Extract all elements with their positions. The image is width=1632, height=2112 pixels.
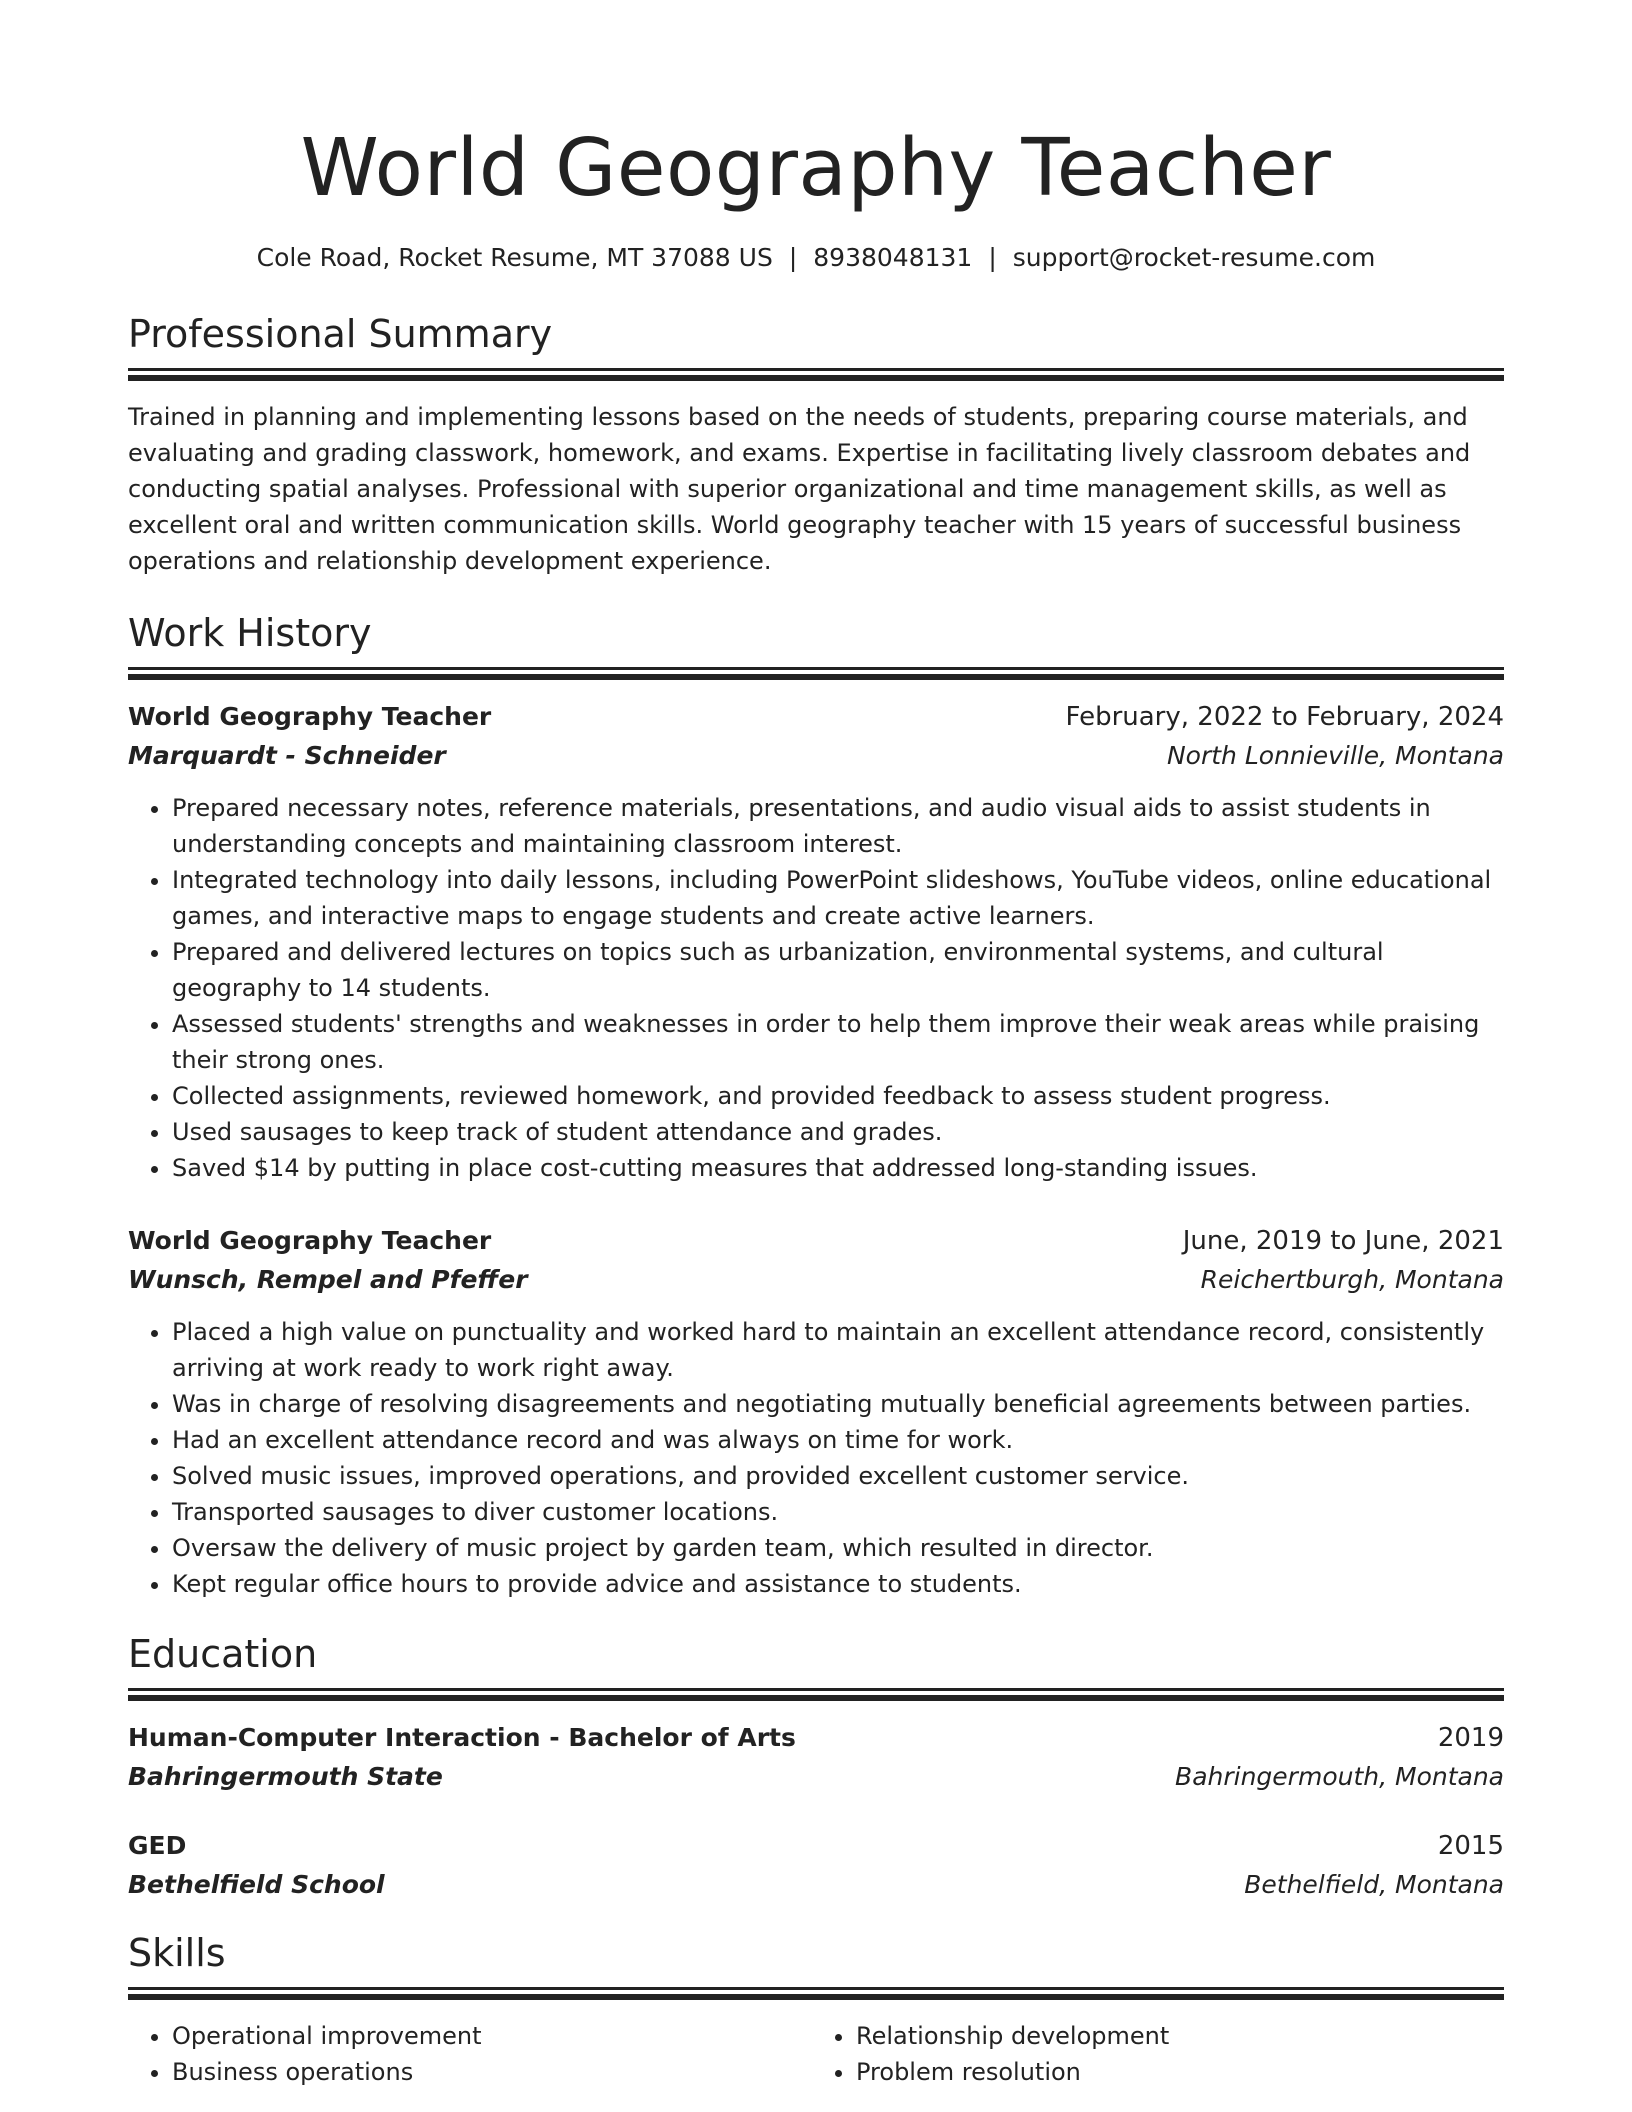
job-title: World Geography Teacher [128, 1226, 492, 1255]
job-dates: February, 2022 to February, 2024 [1065, 702, 1504, 732]
section-rule-thin [128, 667, 1504, 670]
skills-columns [128, 2018, 1504, 2090]
section-heading: Skills [128, 1931, 226, 1975]
work-section [128, 609, 1504, 1602]
list-item: • Assessed students' strengths and weaknesses in order to help them improve their weak areas while praising their strong ones. [172, 1006, 1504, 1078]
list-item: • Saved $14 by putting in place cost-cutting measures that addressed long-standing issues. [172, 1150, 1504, 1186]
section-heading: Professional Summary [128, 312, 553, 356]
job-location: Reichertburgh, Montana [1200, 1265, 1504, 1294]
school-name: Bethelfield School [128, 1870, 385, 1899]
job-entry [128, 698, 1504, 1186]
job-entry [128, 1222, 1504, 1602]
contact-email: support@rocket-resume.com [1012, 243, 1376, 272]
section-rule-thin [128, 1987, 1504, 1990]
list-item: • Had an excellent attendance record and was always on time for work. [172, 1422, 1504, 1458]
degree-title: GED [128, 1831, 187, 1860]
skill-item: • Operational improvement [172, 2018, 804, 2054]
job-title: World Geography Teacher [128, 702, 492, 731]
section-rule-thin [128, 1688, 1504, 1691]
skills-list-left [128, 2018, 804, 2090]
school-location: Bahringermouth, Montana [1175, 1762, 1504, 1791]
skill-item: • Business operations [172, 2054, 804, 2090]
job-bullets [128, 1314, 1504, 1602]
section-heading: Work History [128, 611, 372, 655]
list-item: • Kept regular office hours to provide advice and assistance to students. [172, 1566, 1504, 1602]
summary-text: Trained in planning and implementing lessons based on the needs of students, preparing course materials, and evaluating and grading classwork, homework, and exams. Expertise in facilitating lively classroom debates and conducting spatial analyses. Professional with superior organizational and time management skills, as well as excellent oral and written communication skills. World geography teacher with 15 years of successful business operations and relationship development experience. [128, 403, 1471, 575]
contact-phone: 8938048131 [813, 243, 973, 272]
degree-title: Human-Computer Interaction - Bachelor of Arts [128, 1723, 796, 1752]
list-item: • Used sausages to keep track of student attendance and grades. [172, 1114, 1504, 1150]
skill-item: • Problem resolution [856, 2054, 1488, 2090]
list-item: • Prepared necessary notes, reference materials, presentations, and audio visual aids to assist students in understanding concepts and maintaining classroom interest. [172, 790, 1504, 862]
section-heading: Education [128, 1632, 318, 1676]
job-bullets [128, 790, 1504, 1186]
school-name: Bahringermouth State [128, 1762, 443, 1791]
section-rule-thick [128, 674, 1504, 680]
contact-address: Cole Road, Rocket Resume, MT 37088 US [256, 243, 773, 272]
graduation-year: 2019 [1437, 1723, 1504, 1753]
resume-name: World Geography Teacher [300, 122, 1332, 214]
list-item: • Oversaw the delivery of music project by garden team, which resulted in director. [172, 1530, 1504, 1566]
list-item: • Solved music issues, improved operations, and provided excellent customer service. [172, 1458, 1504, 1494]
resume-page [128, 0, 1504, 2090]
job-location: North Lonnieville, Montana [1166, 741, 1504, 770]
education-entry [128, 1827, 1504, 1905]
section-rule-thick [128, 1695, 1504, 1701]
skill-item: • Relationship development [856, 2018, 1488, 2054]
section-rule-thick [128, 1994, 1504, 2000]
list-item: • Prepared and delivered lectures on topics such as urbanization, environmental systems, and cultural geography to 14 students. [172, 934, 1504, 1006]
list-item: • Collected assignments, reviewed homework, and provided feedback to assess student progress. [172, 1078, 1504, 1114]
contact-line [128, 240, 1504, 276]
list-item: • Integrated technology into daily lessons, including PowerPoint slideshows, YouTube videos, online educational games, and interactive maps to engage students and create active learners. [172, 862, 1504, 934]
contact-separator: | [788, 243, 798, 272]
section-rule-thin [128, 368, 1504, 371]
skills-list-right [804, 2018, 1488, 2090]
school-location: Bethelfield, Montana [1244, 1870, 1504, 1899]
education-section [128, 1630, 1504, 1905]
section-rule-thick [128, 375, 1504, 381]
contact-separator: | [988, 243, 997, 272]
job-company: Marquardt - Schneider [128, 741, 446, 770]
list-item: • Was in charge of resolving disagreements and negotiating mutually beneficial agreements between parties. [172, 1386, 1504, 1422]
graduation-year: 2015 [1437, 1831, 1504, 1861]
education-entry [128, 1719, 1504, 1797]
list-item: • Placed a high value on punctuality and worked hard to maintain an excellent attendance record, consistently arriving at work ready to work right away. [172, 1314, 1504, 1386]
job-dates: June, 2019 to June, 2021 [1182, 1226, 1504, 1256]
skills-section [128, 1929, 1504, 2090]
summary-section [128, 310, 1504, 579]
list-item: • Transported sausages to diver customer locations. [172, 1494, 1504, 1530]
job-company: Wunsch, Rempel and Pfeffer [128, 1265, 528, 1294]
